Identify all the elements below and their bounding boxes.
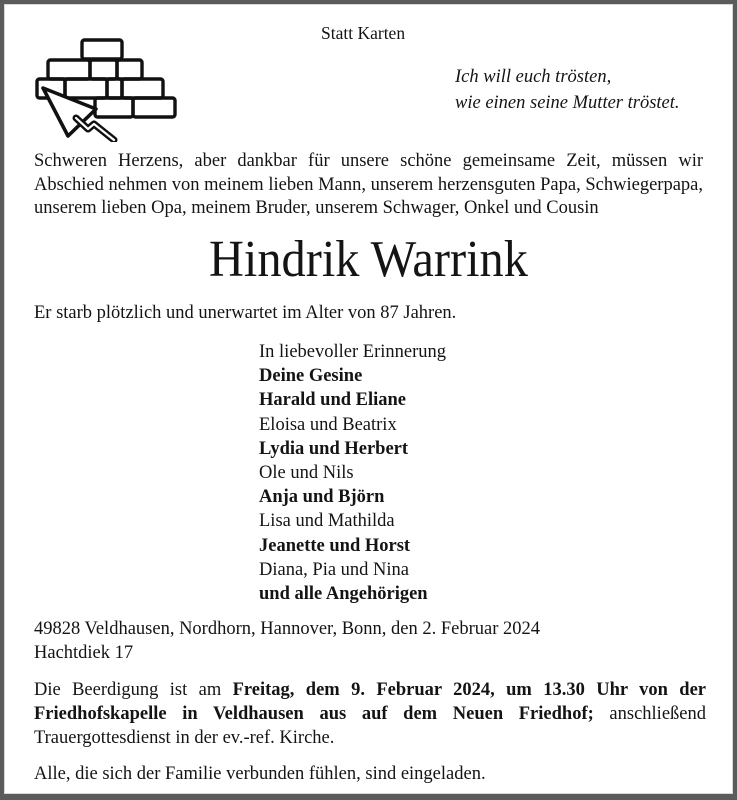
funeral-prefix: Die Beerdigung ist am xyxy=(34,680,233,700)
brick xyxy=(95,98,133,117)
funeral-suffix: anschließend Trauergottesdienst in der ev.-ref. Kirche. xyxy=(34,704,706,748)
brick xyxy=(90,60,117,79)
brick xyxy=(65,79,107,98)
mourner-line: Harald und Eliane xyxy=(259,390,407,411)
mourner-line: Anja und Björn xyxy=(259,487,385,508)
death-statement: Er starb plötzlich und unerwartet im Alter von 87 Jahren. xyxy=(34,303,457,323)
mourner-line: Diana, Pia und Nina xyxy=(259,559,410,580)
remembrance-heading: In liebevoller Erinnerung xyxy=(259,342,446,362)
mourner-line: Lisa und Mathilda xyxy=(259,511,395,532)
header-title: Statt Karten xyxy=(321,23,406,43)
mourner-line: Deine Gesine xyxy=(259,366,363,387)
mourner-line: Lydia und Herbert xyxy=(259,438,409,459)
deceased-name-text: Hindrik Warrink xyxy=(209,231,528,288)
mourner-line: Jeanette und Horst xyxy=(259,535,411,556)
place-date xyxy=(34,617,540,665)
place-date-line: 49828 Veldhausen, Nordhorn, Hannover, Bonn, den 2. Februar 2024 xyxy=(34,619,541,639)
brick xyxy=(117,60,142,79)
brick xyxy=(82,40,122,59)
closing-invitation: Alle, die sich der Familie verbunden fühlen, sind eingeladen. xyxy=(34,764,486,784)
motto-quote xyxy=(455,64,680,116)
mourner-line: Ole und Nils xyxy=(259,463,354,484)
motto-line: Ich will euch trösten, xyxy=(455,67,612,87)
brick xyxy=(133,98,175,117)
address-line: Hachtdiek 17 xyxy=(34,643,134,663)
brick xyxy=(107,79,122,98)
brick-wall-trowel-icon xyxy=(34,36,184,142)
deceased-name xyxy=(4,232,733,288)
mourner-line: und alle Angehörigen xyxy=(259,584,428,605)
funeral-details: Freitag, dem 9. Februar 2024, um 13.30 Uhr von der Friedhofskapelle in Veldhausen aus auf dem Neuen Friedhof; xyxy=(34,680,706,724)
mourners-list xyxy=(259,340,446,606)
funeral-info xyxy=(34,678,706,750)
obituary-notice xyxy=(4,4,733,794)
intro-paragraph: Schweren Herzens, aber dankbar für unsere schöne gemeinsame Zeit, müssen wir Abschied nehmen von meinem lieben Mann, unserem herzensguten Papa, Schwiegerpapa, unserem lieben Opa, meinem Bruder, unserem Schwager, Onkel und Cousin xyxy=(34,151,703,218)
motto-line: wie einen seine Mutter tröstet. xyxy=(455,93,680,113)
mourner-line: Eloisa und Beatrix xyxy=(259,414,397,435)
brick xyxy=(122,79,163,98)
brick xyxy=(48,60,90,79)
